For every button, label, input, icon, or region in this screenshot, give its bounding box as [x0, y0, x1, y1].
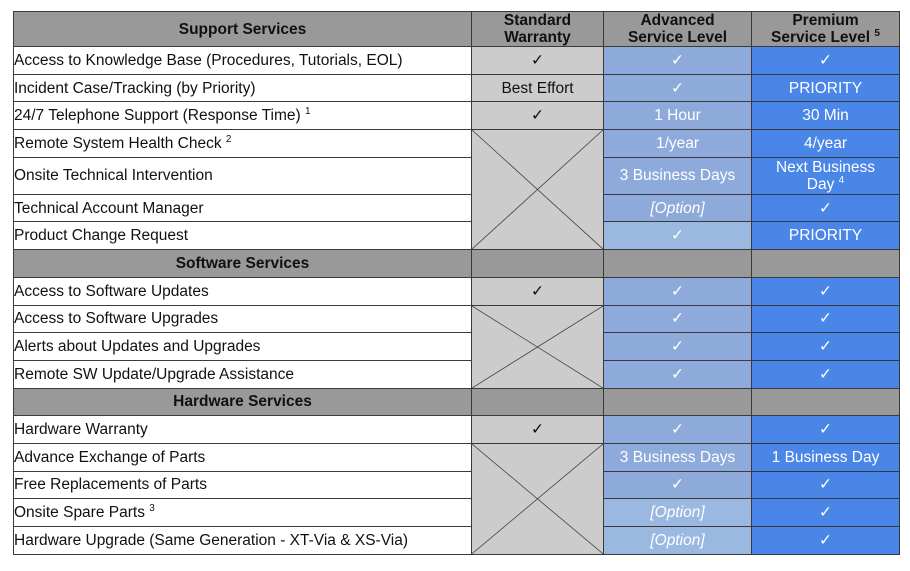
advanced-value: 1 Hour	[604, 102, 752, 130]
premium-value: ✓	[752, 416, 900, 444]
advanced-value: [Option]	[604, 527, 752, 555]
premium-value: 1 Business Day	[752, 443, 900, 471]
advanced-value: ✓	[604, 47, 752, 75]
premium-value: ✓	[752, 47, 900, 75]
standard-value: ✓	[472, 416, 604, 444]
section-title: Hardware Services	[14, 388, 472, 416]
advanced-value: 1/year	[604, 130, 752, 158]
table-row	[14, 527, 900, 555]
premium-value: 4/year	[752, 130, 900, 158]
table-row	[14, 360, 900, 388]
feature-label: Free Replacements of Parts	[14, 471, 472, 499]
table-row	[14, 277, 900, 305]
not-included-cross-icon	[472, 130, 604, 250]
table-row	[14, 471, 900, 499]
table-row	[14, 74, 900, 102]
table-row	[14, 333, 900, 361]
advanced-value: [Option]	[604, 499, 752, 527]
premium-value: ✓	[752, 333, 900, 361]
section-title: Software Services	[14, 250, 472, 278]
feature-label: Onsite Spare Parts $^3$	[14, 499, 472, 527]
section-header-software	[14, 250, 900, 278]
feature-label: Access to Software Updates	[14, 277, 472, 305]
table-row	[14, 416, 900, 444]
table-row	[14, 194, 900, 222]
table-row	[14, 102, 900, 130]
advanced-value: ✓	[604, 305, 752, 333]
premium-value: ✓	[752, 360, 900, 388]
feature-label: 24/7 Telephone Support (Response Time) $^1$	[14, 102, 472, 130]
standard-value: ✓	[472, 47, 604, 75]
premium-value: ✓	[752, 305, 900, 333]
feature-label: Remote System Health Check $^2$	[14, 130, 472, 158]
section-header-hardware	[14, 388, 900, 416]
advanced-value: ✓	[604, 333, 752, 361]
advanced-value: ✓	[604, 277, 752, 305]
premium-value: 30 Min	[752, 102, 900, 130]
feature-label: Advance Exchange of Parts	[14, 443, 472, 471]
advanced-value: ✓	[604, 360, 752, 388]
feature-label: Product Change Request	[14, 222, 472, 250]
advanced-value: ✓	[604, 74, 752, 102]
table-row	[14, 305, 900, 333]
not-included-cross-icon	[472, 443, 604, 554]
feature-label: Hardware Upgrade (Same Generation - XT-Via & XS-Via)	[14, 527, 472, 555]
table-row	[14, 222, 900, 250]
premium-value: ✓	[752, 527, 900, 555]
table-row	[14, 157, 900, 194]
advanced-value: ✓	[604, 416, 752, 444]
premium-value: ✓	[752, 194, 900, 222]
standard-value: Best Effort	[472, 74, 604, 102]
feature-label: Technical Account Manager	[14, 194, 472, 222]
advanced-value: ✓	[604, 471, 752, 499]
premium-value: ✓	[752, 471, 900, 499]
feature-label: Access to Knowledge Base (Procedures, Tutorials, EOL)	[14, 47, 472, 75]
premium-value: Next Business Day $^4$	[752, 157, 900, 194]
header-premium-service: Premium Service Level $^5$	[752, 12, 900, 47]
premium-value: ✓	[752, 277, 900, 305]
feature-label: Alerts about Updates and Upgrades	[14, 333, 472, 361]
header-support-services: Support Services	[14, 12, 472, 47]
header-advanced-service: Advanced Service Level	[604, 12, 752, 47]
feature-label: Hardware Warranty	[14, 416, 472, 444]
table-row	[14, 47, 900, 75]
standard-value: ✓	[472, 277, 604, 305]
table-row	[14, 130, 900, 158]
not-included-cross-icon	[472, 305, 604, 388]
standard-value: ✓	[472, 102, 604, 130]
premium-value: PRIORITY	[752, 222, 900, 250]
feature-label: Access to Software Upgrades	[14, 305, 472, 333]
feature-label: Onsite Technical Intervention	[14, 157, 472, 194]
premium-value: ✓	[752, 499, 900, 527]
advanced-value: [Option]	[604, 194, 752, 222]
premium-value: PRIORITY	[752, 74, 900, 102]
table-row	[14, 499, 900, 527]
feature-label: Incident Case/Tracking (by Priority)	[14, 74, 472, 102]
advanced-value: 3 Business Days	[604, 443, 752, 471]
service-comparison-table	[13, 11, 900, 555]
table-header-row	[14, 12, 900, 47]
advanced-value: 3 Business Days	[604, 157, 752, 194]
table-row	[14, 443, 900, 471]
advanced-value: ✓	[604, 222, 752, 250]
header-standard-warranty: Standard Warranty	[472, 12, 604, 47]
feature-label: Remote SW Update/Upgrade Assistance	[14, 360, 472, 388]
